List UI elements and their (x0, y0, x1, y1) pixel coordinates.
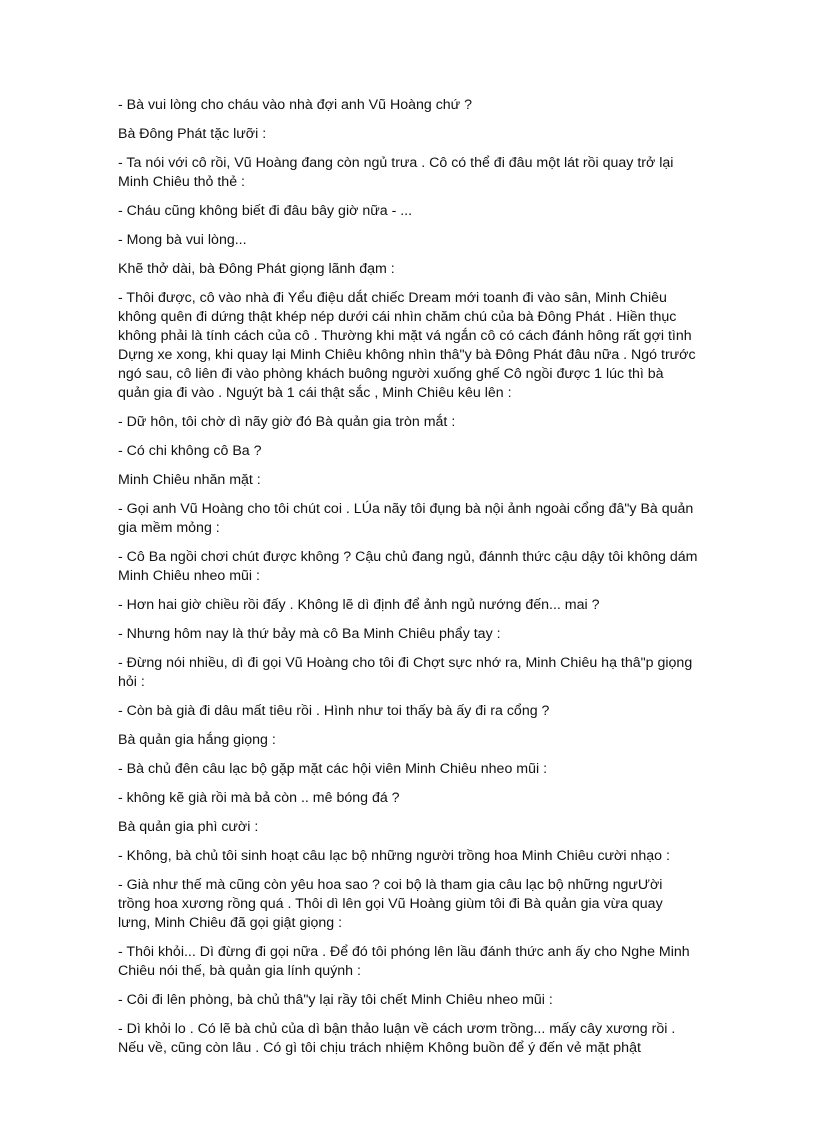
paragraph: - Đừng nói nhiều, dì đi gọi Vũ Hoàng cho tôi đi Chợt sực nhớ ra, Minh Chiêu hạ thâ"p giọng hỏi : (118, 655, 693, 690)
paragraph: - Thôi khỏi... Dì đừng đi gọi nữa . Để đó tôi phóng lên lầu đánh thức anh ấy cho Nghe Minh Chiêu nói thế, bà quản gia lính quýnh : (118, 944, 690, 979)
paragraph: - Già như thế mà cũng còn yêu hoa sao ? coi bộ là tham gia câu lạc bộ những ngưƯời trồng hoa xương rồng quá . Thôi dì lên gọi Vũ Hoàng giùm tôi đi Bà quản gia vừa quay lưng, Minh Chiêu đã gọi giật giọng : (118, 877, 663, 931)
paragraph: Bà quản gia hắng giọng : (118, 732, 276, 748)
paragraph: - Bà vui lòng cho cháu vào nhà đợi anh Vũ Hoàng chứ ? (118, 97, 473, 113)
paragraph: Minh Chiêu nhăn mặt : (118, 472, 261, 488)
paragraph: - không kẽ già rồi mà bả còn .. mê bóng đá ? (118, 790, 400, 806)
paragraph: - Còn bà già đi dâu mất tiêu rồi . Hình như toi thấy bà ấy đi ra cổng ? (118, 703, 550, 719)
paragraph: - Cô Ba ngồi chơi chút được không ? Cậu chủ đang ngủ, đánnh thức cậu dậy tôi không dám Minh Chiêu nheo mũi : (118, 549, 698, 584)
paragraph: - Có chi không cô Ba ? (118, 443, 262, 459)
paragraph: - Côi đi lên phòng, bà chủ thâ"y lại rầy tôi chết Minh Chiêu nheo mũi : (118, 992, 553, 1008)
paragraph: - Gọi anh Vũ Hoàng cho tôi chút coi . LÚa nãy tôi đụng bà nội ảnh ngoài cổng đâ"y Bà quản gia mềm mỏng : (118, 501, 694, 536)
paragraph: - Cháu cũng không biết đi đâu bây giờ nữa - ... (118, 203, 413, 219)
paragraph: Bà quản gia phì cười : (118, 819, 259, 835)
paragraph: - Nhưng hôm nay là thứ bảy mà cô Ba Minh Chiêu phẩy tay : (118, 626, 501, 642)
paragraph: - Bà chủ đên câu lạc bộ gặp mặt các hội viên Minh Chiêu nheo mũi : (118, 761, 548, 777)
paragraph: Bà Đông Phát tặc lưỡi : (118, 126, 267, 142)
paragraph: - Dì khỏi lo . Có lẽ bà chủ của dì bận thảo luận về cách ươm trồng... mấy cây xương rồi . Nếu về, cũng còn lâu . Có gì tôi chịu trách nhiệm Không buồn để ý đến vẻ mặt phật (118, 1021, 676, 1056)
paragraph: - Hơn hai giờ chiều rồi đấy . Không lẽ dì định để ảnh ngủ nướng đến... mai ? (118, 597, 600, 613)
paragraph: - Mong bà vui lòng... (118, 232, 247, 248)
paragraph: - Không, bà chủ tôi sinh hoạt câu lạc bộ những người trồng hoa Minh Chiêu cười nhạo : (118, 848, 670, 864)
document-page (118, 96, 698, 1068)
paragraph: - Ta nói với cô rồi, Vũ Hoàng đang còn ngủ trưa . Cô có thể đi đâu một lát rồi quay trở lại Minh Chiêu thỏ thẻ : (118, 155, 674, 190)
paragraph: - Thôi được, cô vào nhà đi Yểu điệu dắt chiếc Dream mới toanh đi vào sân, Minh Chiêu không quên đi dứng thật khép nép dưới cái nhìn chăm chú của bà Đông Phát . Hiền thục không phải là tính cách của cô . Thường khi mặt vá ngắn cô có cách đánh hông rất gợi tình Dựng xe xong, khi quay lại Minh Chiêu không nhìn thâ"y bà Đông Phát đâu nữa . Ngó trước ngó sau, cô liên đi vào phòng khách buông người xuống ghế Cô ngồi được 1 lúc thì bà quản gia đi vào . Nguýt bà 1 cái thật sắc , Minh Chiêu kêu lên : (118, 290, 696, 401)
paragraph: Khẽ thở dài, bà Đông Phát giọng lãnh đạm : (118, 261, 395, 277)
paragraph: - Dữ hôn, tôi chờ dì nãy giờ đó Bà quản gia tròn mắt : (118, 414, 456, 430)
